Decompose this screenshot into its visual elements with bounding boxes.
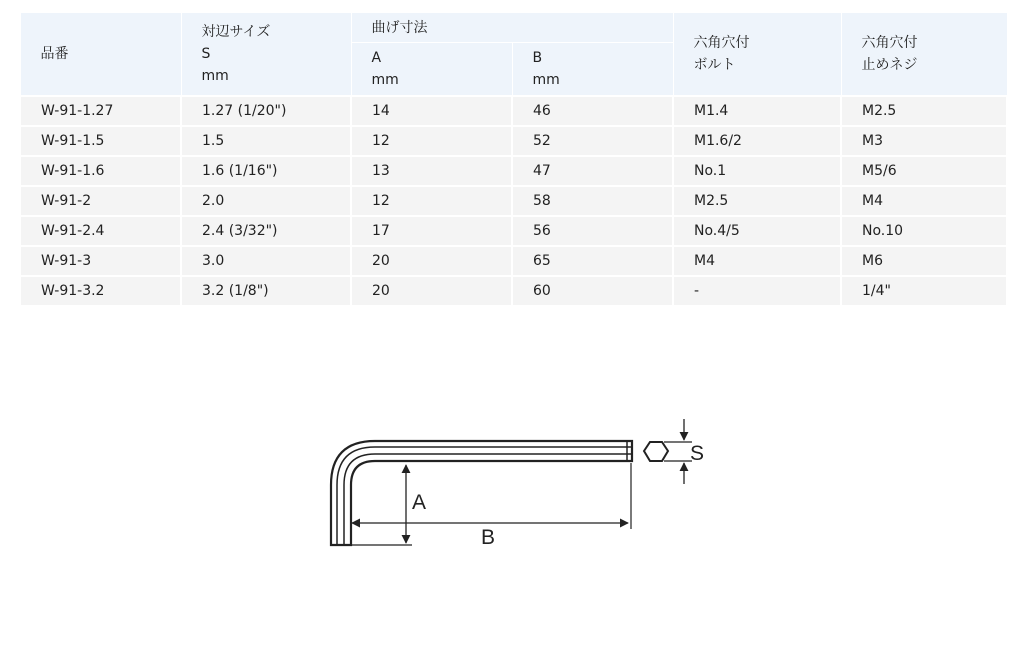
cell-b: 65 bbox=[512, 246, 673, 276]
cell-a: 14 bbox=[351, 96, 512, 126]
cell-setscrew: M2.5 bbox=[841, 96, 1007, 126]
cell-setscrew: No.10 bbox=[841, 216, 1007, 246]
cell-size: 1.27 (1/20") bbox=[181, 96, 351, 126]
hex-key-diagram bbox=[300, 405, 740, 565]
header-setscrew-line1: 六角穴付 bbox=[861, 35, 918, 51]
header-size bbox=[181, 13, 351, 97]
cell-b: 56 bbox=[512, 216, 673, 246]
cell-bolt: M4 bbox=[673, 246, 841, 276]
cell-size: 1.6 (1/16") bbox=[181, 156, 351, 186]
cell-part-no: W-91-2.4 bbox=[20, 216, 181, 246]
header-b-line1: B bbox=[532, 50, 543, 66]
table-row bbox=[20, 96, 1007, 126]
table-row bbox=[20, 126, 1007, 156]
cell-b: 52 bbox=[512, 126, 673, 156]
table-row bbox=[20, 216, 1007, 246]
cell-size: 3.2 (1/8") bbox=[181, 276, 351, 306]
cell-setscrew: 1/4" bbox=[841, 276, 1007, 306]
cell-setscrew: M5/6 bbox=[841, 156, 1007, 186]
header-a-line2: mm bbox=[371, 72, 399, 88]
cell-a: 12 bbox=[351, 126, 512, 156]
header-bolt-line1: 六角穴付 bbox=[693, 35, 750, 51]
header-size-line2: S bbox=[201, 46, 211, 62]
header-a bbox=[351, 43, 512, 97]
cell-a: 20 bbox=[351, 246, 512, 276]
cell-size: 3.0 bbox=[181, 246, 351, 276]
cell-bolt: No.1 bbox=[673, 156, 841, 186]
cell-a: 17 bbox=[351, 216, 512, 246]
table-row bbox=[20, 156, 1007, 186]
table-row bbox=[20, 276, 1007, 306]
header-bolt bbox=[673, 13, 841, 97]
table-row bbox=[20, 186, 1007, 216]
cell-bolt: - bbox=[673, 276, 841, 306]
cell-size: 2.4 (3/32") bbox=[181, 216, 351, 246]
cell-a: 13 bbox=[351, 156, 512, 186]
cell-bolt: M2.5 bbox=[673, 186, 841, 216]
dimension-b-label: B bbox=[481, 526, 496, 549]
cell-part-no: W-91-1.5 bbox=[20, 126, 181, 156]
cell-part-no: W-91-1.6 bbox=[20, 156, 181, 186]
cell-b: 47 bbox=[512, 156, 673, 186]
dimension-s-label: S bbox=[690, 442, 705, 465]
header-setscrew bbox=[841, 13, 1007, 97]
cell-part-no: W-91-1.27 bbox=[20, 96, 181, 126]
header-bend: 曲げ寸法 bbox=[351, 13, 673, 43]
cell-part-no: W-91-3.2 bbox=[20, 276, 181, 306]
table-row bbox=[20, 246, 1007, 276]
dimension-a-label: A bbox=[412, 491, 427, 514]
hexagon-cross-section bbox=[644, 442, 668, 461]
cell-b: 58 bbox=[512, 186, 673, 216]
header-bolt-line2: ボルト bbox=[693, 57, 736, 73]
cell-size: 1.5 bbox=[181, 126, 351, 156]
header-size-line1: 対辺サイズ bbox=[201, 24, 271, 40]
cell-bolt: M1.6/2 bbox=[673, 126, 841, 156]
header-part-no: 品番 bbox=[20, 13, 181, 97]
cell-setscrew: M4 bbox=[841, 186, 1007, 216]
cell-bolt: No.4/5 bbox=[673, 216, 841, 246]
cell-part-no: W-91-3 bbox=[20, 246, 181, 276]
cell-b: 46 bbox=[512, 96, 673, 126]
header-a-line1: A bbox=[371, 50, 382, 66]
cell-bolt: M1.4 bbox=[673, 96, 841, 126]
cell-size: 2.0 bbox=[181, 186, 351, 216]
cell-a: 20 bbox=[351, 276, 512, 306]
cell-b: 60 bbox=[512, 276, 673, 306]
header-b-line2: mm bbox=[532, 72, 560, 88]
header-setscrew-line2: 止めネジ bbox=[861, 57, 918, 73]
cell-setscrew: M3 bbox=[841, 126, 1007, 156]
cell-setscrew: M6 bbox=[841, 246, 1007, 276]
cell-a: 12 bbox=[351, 186, 512, 216]
spec-table bbox=[19, 12, 1008, 307]
header-size-line3: mm bbox=[201, 68, 229, 84]
header-b bbox=[512, 43, 673, 97]
cell-part-no: W-91-2 bbox=[20, 186, 181, 216]
